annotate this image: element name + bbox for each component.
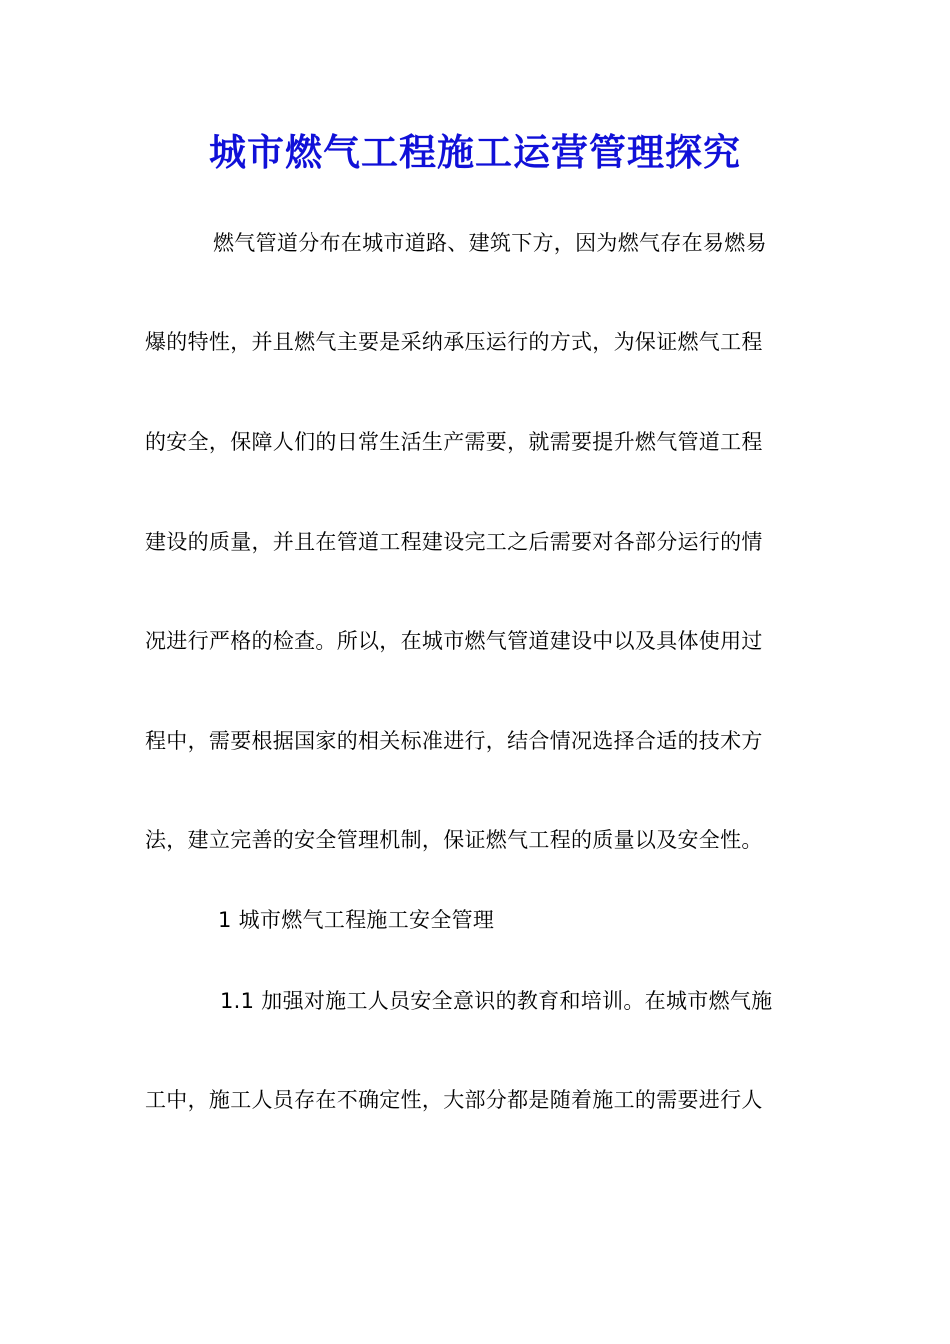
subsection-line: 1.1 加强对施工人员安全意识的教育和培训。在城市燃气施	[220, 989, 773, 1013]
paragraph-line: 况进行严格的检查。所以，在城市燃气管道建设中以及具体使用过	[145, 629, 763, 653]
document-title: 城市燃气工程施工运营管理探究	[209, 130, 741, 174]
paragraph-line: 建设的质量，并且在管道工程建设完工之后需要对各部分运行的情	[145, 530, 763, 554]
paragraph-line: 法，建立完善的安全管理机制，保证燃气工程的质量以及安全性。	[145, 828, 763, 852]
paragraph-line: 的安全，保障人们的日常生活生产需要，就需要提升燃气管道工程	[145, 430, 763, 454]
paragraph-line: 燃气管道分布在城市道路、建筑下方，因为燃气存在易燃易	[213, 231, 767, 255]
section-heading: 1 城市燃气工程施工安全管理	[218, 908, 495, 932]
paragraph-line: 爆的特性，并且燃气主要是采纳承压运行的方式，为保证燃气工程	[145, 330, 763, 354]
paragraph-line: 工中，施工人员存在不确定性，大部分都是随着施工的需要进行人	[145, 1088, 763, 1112]
paragraph-line: 程中，需要根据国家的相关标准进行，结合情况选择合适的技术方	[145, 729, 763, 753]
